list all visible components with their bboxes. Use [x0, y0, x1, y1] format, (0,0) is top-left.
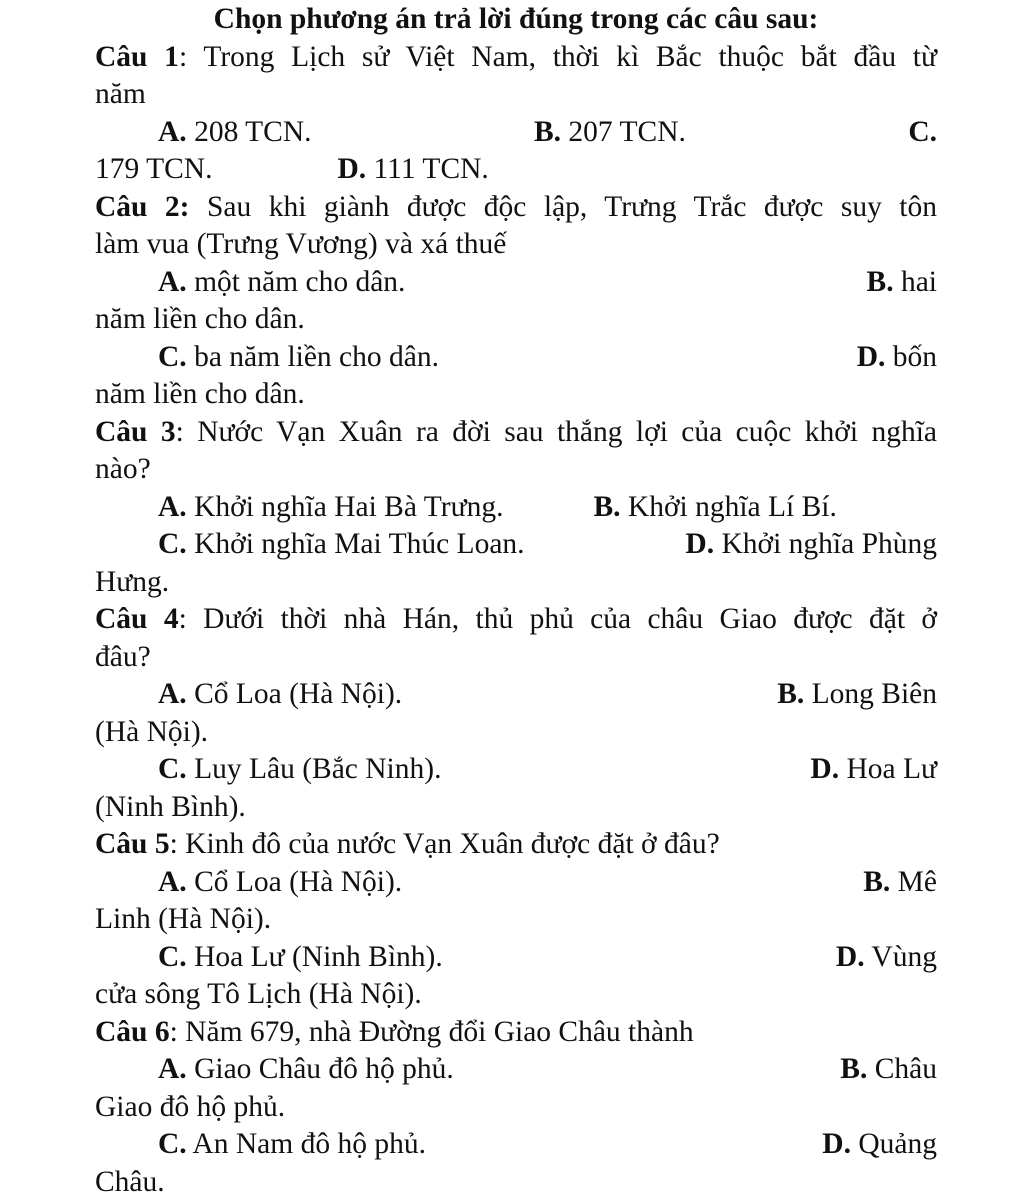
option-d: D. Hoa Lư	[810, 753, 937, 785]
question-6-options-row-1	[95, 1051, 937, 1089]
option-a: A. Khởi nghĩa Hai Bà Trưng.	[158, 490, 504, 523]
option-c: C. Luy Lâu (Bắc Ninh).	[158, 753, 442, 785]
question-2-options-row-2	[95, 339, 937, 377]
question-3-option-d-wrap: Hưng.	[95, 565, 170, 598]
option-d: D. Quảng	[822, 1128, 937, 1160]
option-c: C.	[908, 115, 937, 148]
question-4-stem-cont: đâu?	[95, 640, 151, 673]
question-2-stem: Câu 2: Sau khi giành được độc lập, Trưng Trắc được suy tôn	[95, 190, 937, 223]
question-1-stem-cont: năm	[95, 78, 146, 110]
question-6-stem: Câu 6: Năm 679, nhà Đường đổi Giao Châu thành	[95, 1015, 694, 1048]
question-3-stem: Câu 3: Nước Vạn Xuân ra đời sau thắng lợi của cuộc khởi nghĩa	[95, 415, 937, 448]
question-3-stem-cont: nào?	[95, 453, 151, 485]
question-5-options-row-2	[95, 939, 937, 977]
option-c: C. ba năm liền cho dân.	[158, 340, 439, 373]
question-4-label: Câu 4	[95, 603, 179, 635]
option-b: B. Châu	[840, 1053, 937, 1085]
option-a: A. một năm cho dân.	[158, 265, 406, 298]
option-a: A. Giao Châu đô hộ phủ.	[158, 1053, 454, 1085]
question-5-options-row-1	[95, 864, 937, 902]
question-6-option-b-wrap: Giao đô hộ phủ.	[95, 1090, 286, 1123]
question-6-label: Câu 6	[95, 1015, 170, 1048]
page-title: Chọn phương án trả lời đúng trong các câu sau:	[213, 3, 819, 35]
question-5-option-d-wrap: cửa sông Tô Lịch (Hà Nội).	[95, 978, 422, 1010]
option-b: B. Khởi nghĩa Lí Bí.	[593, 490, 837, 523]
question-6-options-row-2	[95, 1126, 937, 1164]
option-b: B. Long Biên	[777, 678, 937, 710]
option-b: B. hai	[866, 265, 937, 298]
question-4-option-b-wrap: (Hà Nội).	[95, 715, 209, 748]
question-2-options-row-1	[95, 264, 937, 302]
question-2-stem-cont: làm vua (Trưng Vương) và xá thuế	[95, 228, 507, 260]
question-1-stem: Câu 1: Trong Lịch sử Việt Nam, thời kì Bắc thuộc bắt đầu từ	[95, 40, 937, 73]
question-3-options-row-1	[95, 489, 937, 527]
question-1-options-row-2: 179 TCN. D. 111 TCN.	[95, 153, 489, 185]
question-6-option-d-wrap: Châu.	[95, 1165, 165, 1198]
question-2-label: Câu 2:	[95, 190, 190, 223]
question-4-options-row-1	[95, 676, 937, 714]
question-4-option-d-wrap: (Ninh Bình).	[95, 790, 246, 823]
question-5-stem: Câu 5: Kinh đô của nước Vạn Xuân được đặt ở đâu?	[95, 828, 720, 860]
option-b: B. Mê	[863, 865, 937, 898]
option-a: A. 208 TCN.	[158, 115, 312, 148]
question-4-options-row-2	[95, 751, 937, 789]
question-2-option-d-wrap: năm liền cho dân.	[95, 378, 305, 410]
question-4-stem: Câu 4: Dưới thời nhà Hán, thủ phủ của châu Giao được đặt ở	[95, 603, 937, 635]
question-1-options-row-1	[95, 114, 937, 152]
option-b: B. 207 TCN.	[533, 115, 686, 148]
question-5-label: Câu 5	[95, 828, 170, 860]
option-a: A. Cổ Loa (Hà Nội).	[158, 678, 403, 710]
option-a: A. Cổ Loa (Hà Nội).	[158, 865, 403, 898]
option-c: C. Hoa Lư (Ninh Bình).	[158, 940, 443, 973]
document-page	[95, 1, 937, 1201]
question-3-label: Câu 3	[95, 415, 176, 448]
option-d: D. Vùng	[835, 940, 937, 973]
option-c: C. Khởi nghĩa Mai Thúc Loan.	[158, 528, 525, 560]
question-2-option-b-wrap: năm liền cho dân.	[95, 303, 305, 335]
question-3-options-row-2	[95, 526, 937, 564]
option-c: C. An Nam đô hộ phủ.	[158, 1128, 426, 1160]
option-d: D. bốn	[856, 340, 937, 373]
question-1-label: Câu 1	[95, 40, 179, 73]
option-d: D. Khởi nghĩa Phùng	[685, 528, 937, 560]
question-5-option-b-wrap: Linh (Hà Nội).	[95, 903, 272, 935]
option-d: D. 111 TCN.	[337, 153, 489, 185]
